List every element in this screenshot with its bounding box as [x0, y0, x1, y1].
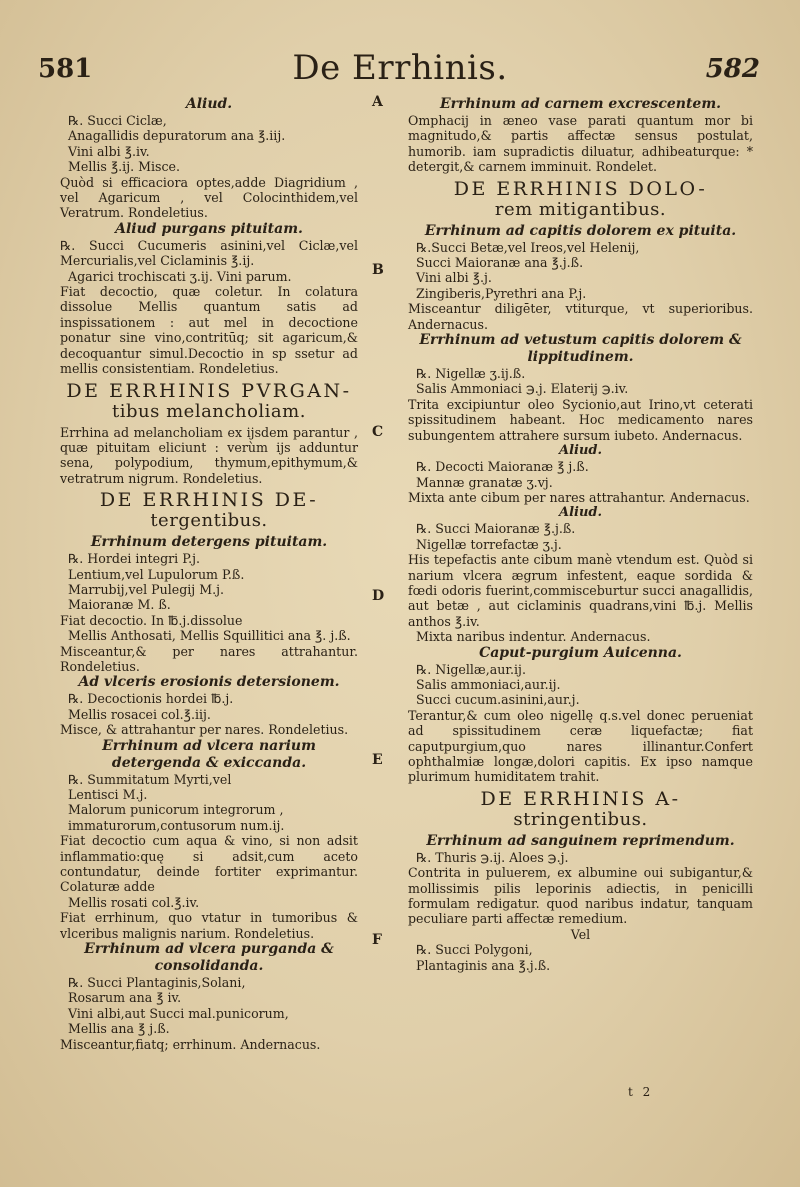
text-paragraph: ℞. Succi Cucumeris asinini,vel Ciclæ,vel Mercurialis,vel Ciclaminis ℥.ij.	[60, 237, 358, 269]
recipe-title: Aliud.	[558, 443, 603, 459]
ingredient-line: Mixta naribus indentur. Andernacus.	[416, 629, 651, 645]
ingredient-line: Agarici trochiscati ʒ.ij. Vini parum.	[68, 268, 292, 284]
recipe-title: Caput-purgium Auicenna.	[479, 644, 682, 661]
ingredient-line: Salis ammoniaci,aur.ij.	[416, 676, 561, 692]
ingredient-line: Succi cucum.asinini,aur.j.	[416, 692, 580, 708]
ingredient-line: ℞. Nigellæ ʒ.ij.ß.	[416, 366, 526, 382]
ingredient-line: ℞. Decoctionis hordei ℔.j.	[68, 691, 234, 707]
text-paragraph: Errhina ad melancholiam ex ijsdem parantur , quæ pituitam eliciunt : verùm ijs adduntur sena, polypodium, thymum,epithymum,& vetratrum nigrum. Rondeletius.	[60, 424, 358, 486]
folio-right: 582	[705, 54, 760, 84]
ingredient-line: ℞. Thuris ℈.ij. Aloes ℈.j.	[416, 849, 569, 865]
ingredient-line: Mellis ℥.ij. Misce.	[68, 159, 181, 175]
section-heading: DE ERRHINIS DOLO-	[453, 177, 708, 200]
ingredient-line: ℞. Nigellæ,aur.ij.	[416, 661, 526, 677]
text-paragraph: Misceantur diligēter, vtiturque, vt superioribus. Andernacus.	[408, 301, 753, 332]
text-paragraph: Fiat decoctio, quæ coletur. In colatura dissolue Mellis quantum satis ad inspissationem : aut mel in decoctione ponatur sine vino,contritūq; sit agaricum,& decoquantur simul.Decoctio in sp ssetur ad mellis consistentiam. Rondeletius.	[60, 284, 358, 377]
ingredient-line: Mannæ granatæ ʒ.vj.	[416, 474, 553, 490]
recipe-title: Aliud purgans pituitam.	[115, 220, 303, 237]
recipe-title: Errhinum ad sanguinem reprimendum.	[426, 832, 735, 849]
ingredient-line: Rosarum ana ℥ iv.	[68, 990, 182, 1006]
ingredient-line: ℞. Summitatum Myrti,vel	[68, 771, 232, 787]
text-paragraph: Mixta ante cibum per nares attrahantur. Andernacus.	[408, 489, 750, 505]
section-heading: DE ERRHINIS A-	[480, 787, 681, 810]
ingredient-line: Anagallidis depuratorum ana ℥.iij.	[68, 128, 286, 144]
page-header	[0, 48, 800, 88]
text-paragraph: His tepefactis ante cibum manè vtendum est. Quòd si narium vlcera ægrum infestent, eaque sordida & fœdi odoris fuerint,commisceburtur succi anagallidis, aut betæ , aut ciclaminis quadrans,vini ℔.j. Mellis anthos ℥.iv.	[408, 552, 753, 629]
ingredient-line: Marrubij,vel Pulegij M.j.	[68, 581, 225, 597]
ingredient-line: Mellis Anthosati, Mellis Squillitici ana ℥. j.ß.	[68, 628, 351, 644]
recipe-title: Errhinum ad vlcera purganda & consolidanda.	[84, 941, 334, 975]
ingredient-line: Vini albi ℥.iv.	[68, 143, 150, 159]
ingredient-line: ℞. Decocti Maioranæ ℥ j.ß.	[416, 459, 589, 475]
text-paragraph: Misce, & attrahantur per nares. Rondeletius.	[60, 722, 349, 738]
margin-letter-b: B	[372, 262, 384, 278]
text-paragraph: Fiat decoctio. In ℔.j.dissolue	[60, 612, 243, 628]
ingredient-line: Zingiberis,Pyrethri ana P.j.	[416, 285, 587, 301]
recipe-title: Errhinum ad vetustum capitis dolorem & lippitudinem.	[419, 332, 742, 366]
margin-letter-d: D	[372, 588, 385, 604]
right-column	[408, 96, 753, 973]
ingredient-line: Salis Ammoniaci ℈.j. Elaterij ℈.iv.	[416, 381, 629, 397]
ingredient-line: Nigellæ torrefactæ ʒ.j.	[416, 536, 562, 552]
section-subheading: tergentibus.	[150, 510, 268, 532]
recipe-title: Aliud.	[185, 96, 233, 112]
section-subheading: tibus melancholiam.	[112, 400, 306, 422]
section-heading: DE ERRHINIS PVRGAN-	[66, 379, 352, 402]
ingredient-line: Plantaginis ana ℥.j.ß.	[416, 957, 551, 973]
signature-mark: t 2	[628, 1085, 654, 1099]
text-paragraph: Trita excipiuntur oleo Sycionio,aut Irino,vt ceterati spissitudinem habeant. Hoc medicamento nares subungentem attrahere sursum iubeto. Andernacus.	[408, 396, 753, 443]
section-heading: DE ERRHINIS DE-	[99, 489, 319, 512]
recipe-title: Errhinum ad carnem excrescentem.	[439, 96, 722, 112]
ingredient-line: Maioranæ M. ß.	[68, 597, 171, 613]
ingredient-line: Mellis ana ℥ j.ß.	[68, 1021, 170, 1037]
recipe-title: Ad vlceris erosionis detersionem.	[78, 674, 340, 691]
ingredient-line: ℞. Hordei integri P.j.	[68, 551, 201, 567]
margin-letter-c: C	[372, 424, 384, 440]
text-paragraph: Misceantur,fiatq; errhinum. Andernacus.	[60, 1036, 321, 1052]
running-title: De Errhinis.	[292, 48, 508, 88]
text-paragraph: Quòd si efficaciora optes,adde Diagridium , vel Agaricum , vel Colocinthidem,vel Veratrum. Rondeletius.	[60, 174, 358, 221]
text-paragraph: Fiat decoctio cum aqua & vino, si non adsit inflammatio:quę si adsit,cum aceto contundatur, deinde fortiter exprimantur. Colaturæ adde	[60, 833, 358, 895]
recipe-title: Errhinum ad capitis dolorem ex pituita.	[424, 222, 737, 239]
ingredient-line: Vini albi ℥.j.	[416, 270, 492, 286]
section-subheading: stringentibus.	[513, 808, 648, 830]
center-line: Vel	[570, 926, 591, 942]
ingredient-line: ℞. Succi Polygoni,	[416, 942, 533, 958]
ingredient-line: ℞. Succi Maioranæ ℥.j.ß.	[416, 521, 576, 537]
ingredient-line: Mellis rosacei col.℥.iij.	[68, 706, 211, 722]
section-subheading: rem mitigantibus.	[494, 198, 667, 220]
text-paragraph: Terantur,& cum oleo nigellę q.s.vel donec perueniat ad spissitudinem ceræ liquefactæ; fiat caputpurgium,quo nares illinantur.Confert ophthalmiæ longæ,dolori capitis. Ex ipso namque plurimum humiditatem trahit.	[408, 707, 753, 785]
recipe-title: Errhinum detergens pituitam.	[90, 534, 328, 551]
ingredient-line: Succi Maioranæ ana ℥.j.ß.	[416, 255, 584, 271]
ingredient-line: ℞. Succi Ciclæ,	[68, 113, 167, 128]
margin-letter-f: F	[372, 932, 382, 948]
ingredient-line: Vini albi,aut Succi mal.punicorum,	[68, 1005, 289, 1021]
text-paragraph: Omphacij in æneo vase parati quantum mor bi magnitudo,& partis affectæ sensus postulat, humorib. iam supradictis diluatur, adhibeaturque: * detergit,& carnem imminuit. Rondelet.	[408, 113, 753, 175]
ingredient-line: Mellis rosati col.℥.iv.	[68, 894, 200, 910]
text-paragraph: Fiat errhinum, quo vtatur in tumoribus & vlceribus malignis narium. Rondeletius.	[60, 910, 358, 941]
text-paragraph: Contrita in puluerem, ex albumine oui subigantur,& mollissimis pilis leporinis adiectis, in penicilli formulam redigatur. quod naribus indatur, tanquam peculiare parti affectæ remedium.	[408, 865, 753, 927]
margin-letter-a: A	[372, 94, 383, 110]
text-paragraph: Misceantur,& per nares attrahantur. Rondeletius.	[60, 643, 358, 674]
folio-left: 581	[38, 54, 93, 84]
recipe-title: Errhinum ad vlcera narium detergenda & exiccanda.	[102, 737, 316, 771]
left-column	[60, 96, 358, 1052]
ingredient-line: ℞. Succi Plantaginis,Solani,	[68, 975, 246, 991]
margin-letter-e: E	[372, 752, 383, 768]
ingredient-line: Malorum punicorum integrorum , immaturorum,contusorum num.ij.	[68, 802, 285, 833]
ingredient-line: Lentium,vel Lupulorum P.ß.	[68, 566, 245, 582]
ingredient-line: ℞.Succi Betæ,vel Ireos,vel Helenij,	[416, 239, 640, 255]
recipe-title: Aliud.	[558, 505, 603, 521]
ingredient-line: Lentisci M.j.	[68, 787, 148, 802]
